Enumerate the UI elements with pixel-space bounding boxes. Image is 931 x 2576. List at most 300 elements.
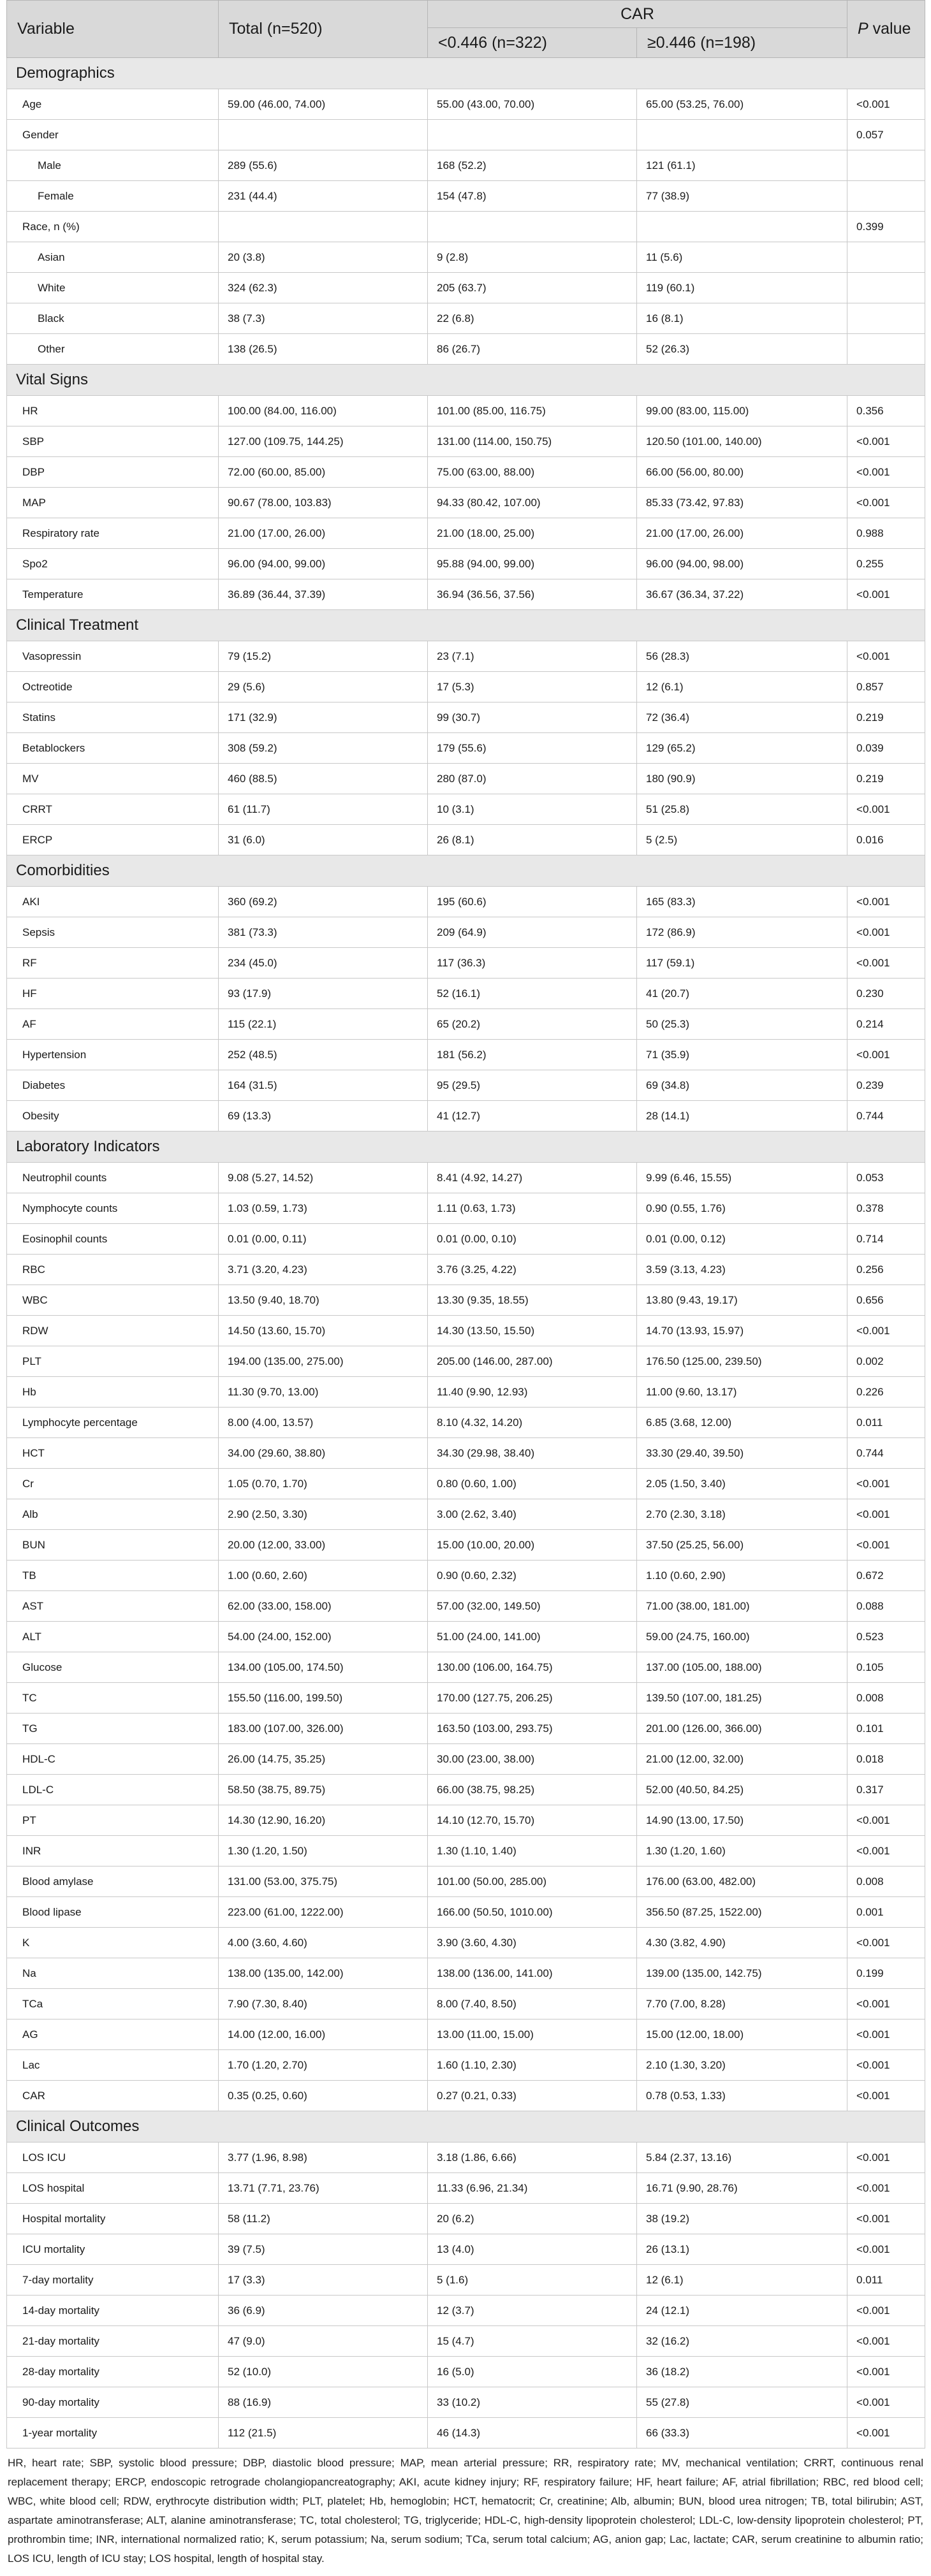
table-row	[7, 1377, 925, 1408]
variable-cell: K	[7, 1928, 219, 1958]
table-row	[7, 457, 925, 488]
car-low-cell: 20 (6.2)	[428, 2204, 637, 2234]
section-title: Clinical Treatment	[7, 610, 925, 641]
car-low-cell: 0.80 (0.60, 1.00)	[428, 1469, 637, 1499]
section-title: Clinical Outcomes	[7, 2111, 925, 2143]
table-row	[7, 1805, 925, 1836]
variable-cell: RF	[7, 948, 219, 979]
total-cell: 138 (26.5)	[219, 334, 428, 365]
table-row	[7, 2173, 925, 2204]
total-cell: 234 (45.0)	[219, 948, 428, 979]
table-row	[7, 2387, 925, 2418]
table-row	[7, 1316, 925, 1346]
variable-cell: Other	[7, 334, 219, 365]
total-cell: 69 (13.3)	[219, 1101, 428, 1132]
car-high-cell: 37.50 (25.25, 56.00)	[637, 1530, 847, 1561]
variable-cell: 1-year mortality	[7, 2418, 219, 2449]
car-low-cell: 3.18 (1.86, 6.66)	[428, 2143, 637, 2173]
car-low-cell: 10 (3.1)	[428, 794, 637, 825]
car-high-cell: 14.90 (13.00, 17.50)	[637, 1805, 847, 1836]
p-value-cell: <0.001	[847, 2204, 925, 2234]
total-cell: 194.00 (135.00, 275.00)	[219, 1346, 428, 1377]
car-high-cell: 72 (36.4)	[637, 702, 847, 733]
p-value-cell: 0.230	[847, 979, 925, 1009]
total-cell: 115 (22.1)	[219, 1009, 428, 1040]
car-high-cell: 14.70 (13.93, 15.97)	[637, 1316, 847, 1346]
table-row	[7, 1714, 925, 1744]
table-row	[7, 1224, 925, 1255]
car-high-cell: 1.30 (1.20, 1.60)	[637, 1836, 847, 1867]
total-cell: 38 (7.3)	[219, 303, 428, 334]
car-low-cell: 3.90 (3.60, 4.30)	[428, 1928, 637, 1958]
total-cell: 0.35 (0.25, 0.60)	[219, 2081, 428, 2111]
table-row	[7, 1285, 925, 1316]
car-high-cell: 13.80 (9.43, 19.17)	[637, 1285, 847, 1316]
p-value-cell: <0.001	[847, 2357, 925, 2387]
variable-cell: AKI	[7, 887, 219, 917]
car-low-cell: 36.94 (36.56, 37.56)	[428, 579, 637, 610]
car-high-cell: 139.00 (135.00, 142.75)	[637, 1958, 847, 1989]
p-value-cell: <0.001	[847, 2173, 925, 2204]
car-high-cell: 85.33 (73.42, 97.83)	[637, 488, 847, 518]
table-row	[7, 2081, 925, 2111]
variable-cell: TB	[7, 1561, 219, 1591]
table-row	[7, 396, 925, 426]
total-cell: 131.00 (53.00, 375.75)	[219, 1867, 428, 1897]
car-low-cell: 209 (64.9)	[428, 917, 637, 948]
p-value-cell: 0.008	[847, 1867, 925, 1897]
variable-cell: Age	[7, 89, 219, 120]
total-cell: 7.90 (7.30, 8.40)	[219, 1989, 428, 2019]
car-low-cell: 30.00 (23.00, 38.00)	[428, 1744, 637, 1775]
total-cell: 134.00 (105.00, 174.50)	[219, 1652, 428, 1683]
variable-cell: SBP	[7, 426, 219, 457]
p-value-cell: 0.672	[847, 1561, 925, 1591]
variable-cell: PT	[7, 1805, 219, 1836]
car-high-cell: 165 (83.3)	[637, 887, 847, 917]
car-high-cell: 59.00 (24.75, 160.00)	[637, 1622, 847, 1652]
variable-cell: 28-day mortality	[7, 2357, 219, 2387]
car-low-cell: 166.00 (50.50, 1010.00)	[428, 1897, 637, 1928]
car-high-cell	[637, 212, 847, 242]
total-cell: 155.50 (116.00, 199.50)	[219, 1683, 428, 1714]
variable-cell: Hb	[7, 1377, 219, 1408]
table-row	[7, 2050, 925, 2081]
total-cell: 47 (9.0)	[219, 2326, 428, 2357]
car-high-cell: 96.00 (94.00, 98.00)	[637, 549, 847, 579]
table-row	[7, 549, 925, 579]
car-high-cell: 117 (59.1)	[637, 948, 847, 979]
car-high-cell: 24 (12.1)	[637, 2296, 847, 2326]
p-value-cell: <0.001	[847, 1928, 925, 1958]
total-cell: 29 (5.6)	[219, 672, 428, 702]
car-low-cell: 154 (47.8)	[428, 181, 637, 212]
car-high-cell	[637, 120, 847, 150]
header-car-high: ≥0.446 (n=198)	[637, 28, 847, 58]
p-value-cell: 0.523	[847, 1622, 925, 1652]
car-high-cell: 0.78 (0.53, 1.33)	[637, 2081, 847, 2111]
table-row	[7, 1469, 925, 1499]
header-p-italic: P	[858, 20, 869, 38]
table-row	[7, 1775, 925, 1805]
p-value-cell: <0.001	[847, 1316, 925, 1346]
p-value-cell: 0.011	[847, 1408, 925, 1438]
table-row	[7, 1101, 925, 1132]
car-high-cell: 69 (34.8)	[637, 1070, 847, 1101]
p-value-cell: <0.001	[847, 2081, 925, 2111]
table-row	[7, 1408, 925, 1438]
table-row	[7, 1683, 925, 1714]
car-low-cell: 13.00 (11.00, 15.00)	[428, 2019, 637, 2050]
variable-cell: MAP	[7, 488, 219, 518]
section-header-row	[7, 855, 925, 887]
p-value-cell: 0.105	[847, 1652, 925, 1683]
total-cell: 2.90 (2.50, 3.30)	[219, 1499, 428, 1530]
table-row	[7, 488, 925, 518]
variable-cell: TC	[7, 1683, 219, 1714]
p-value-cell: 0.214	[847, 1009, 925, 1040]
car-high-cell: 26 (13.1)	[637, 2234, 847, 2265]
car-low-cell: 1.30 (1.10, 1.40)	[428, 1836, 637, 1867]
car-low-cell: 13 (4.0)	[428, 2234, 637, 2265]
p-value-cell: 0.199	[847, 1958, 925, 1989]
total-cell: 72.00 (60.00, 85.00)	[219, 457, 428, 488]
car-high-cell: 3.59 (3.13, 4.23)	[637, 1255, 847, 1285]
car-low-cell: 51.00 (24.00, 141.00)	[428, 1622, 637, 1652]
car-high-cell: 16.71 (9.90, 28.76)	[637, 2173, 847, 2204]
p-value-cell: <0.001	[847, 1040, 925, 1070]
car-low-cell: 131.00 (114.00, 150.75)	[428, 426, 637, 457]
table-row	[7, 579, 925, 610]
table-row	[7, 2234, 925, 2265]
total-cell: 14.00 (12.00, 16.00)	[219, 2019, 428, 2050]
car-low-cell	[428, 212, 637, 242]
car-low-cell: 75.00 (63.00, 88.00)	[428, 457, 637, 488]
car-low-cell: 170.00 (127.75, 206.25)	[428, 1683, 637, 1714]
total-cell: 8.00 (4.00, 13.57)	[219, 1408, 428, 1438]
variable-cell: DBP	[7, 457, 219, 488]
p-value-cell: 0.101	[847, 1714, 925, 1744]
total-cell: 13.50 (9.40, 18.70)	[219, 1285, 428, 1316]
table-row	[7, 1070, 925, 1101]
car-high-cell: 71.00 (38.00, 181.00)	[637, 1591, 847, 1622]
variable-cell: Female	[7, 181, 219, 212]
variable-cell: HDL-C	[7, 1744, 219, 1775]
p-value-cell: <0.001	[847, 457, 925, 488]
car-low-cell: 57.00 (32.00, 149.50)	[428, 1591, 637, 1622]
table-row	[7, 426, 925, 457]
variable-cell: Hypertension	[7, 1040, 219, 1070]
car-high-cell: 119 (60.1)	[637, 273, 847, 303]
table-row	[7, 1958, 925, 1989]
table-header	[7, 1, 925, 58]
car-low-cell: 195 (60.6)	[428, 887, 637, 917]
header-car-low: <0.446 (n=322)	[428, 28, 637, 58]
car-low-cell: 101.00 (50.00, 285.00)	[428, 1867, 637, 1897]
car-low-cell	[428, 120, 637, 150]
table-row	[7, 2357, 925, 2387]
p-value-cell: 0.656	[847, 1285, 925, 1316]
total-cell: 59.00 (46.00, 74.00)	[219, 89, 428, 120]
table-row	[7, 242, 925, 273]
total-cell: 11.30 (9.70, 13.00)	[219, 1377, 428, 1408]
p-value-cell	[847, 303, 925, 334]
table-row	[7, 1744, 925, 1775]
car-high-cell: 99.00 (83.00, 115.00)	[637, 396, 847, 426]
car-low-cell: 46 (14.3)	[428, 2418, 637, 2449]
variable-cell: 7-day mortality	[7, 2265, 219, 2296]
variable-cell: Octreotide	[7, 672, 219, 702]
variable-cell: Lymphocyte percentage	[7, 1408, 219, 1438]
car-high-cell: 52 (26.3)	[637, 334, 847, 365]
total-cell: 96.00 (94.00, 99.00)	[219, 549, 428, 579]
car-low-cell: 101.00 (85.00, 116.75)	[428, 396, 637, 426]
variable-cell: Betablockers	[7, 733, 219, 764]
car-low-cell: 15 (4.7)	[428, 2326, 637, 2357]
table-row	[7, 1867, 925, 1897]
variable-cell: AF	[7, 1009, 219, 1040]
table-row	[7, 518, 925, 549]
variable-cell: Race, n (%)	[7, 212, 219, 242]
car-low-cell: 66.00 (38.75, 98.25)	[428, 1775, 637, 1805]
p-value-cell: <0.001	[847, 426, 925, 457]
car-low-cell: 11.33 (6.96, 21.34)	[428, 2173, 637, 2204]
car-high-cell: 0.90 (0.55, 1.76)	[637, 1193, 847, 1224]
table-row	[7, 1561, 925, 1591]
table-row	[7, 2019, 925, 2050]
car-high-cell: 15.00 (12.00, 18.00)	[637, 2019, 847, 2050]
p-value-cell: <0.001	[847, 2387, 925, 2418]
p-value-cell: <0.001	[847, 1499, 925, 1530]
p-value-cell: <0.001	[847, 488, 925, 518]
table-row	[7, 733, 925, 764]
table-row	[7, 120, 925, 150]
variable-cell: AST	[7, 1591, 219, 1622]
table-row	[7, 273, 925, 303]
car-low-cell: 33 (10.2)	[428, 2387, 637, 2418]
car-low-cell: 26 (8.1)	[428, 825, 637, 855]
variable-cell: ICU mortality	[7, 2234, 219, 2265]
car-low-cell: 181 (56.2)	[428, 1040, 637, 1070]
total-cell: 93 (17.9)	[219, 979, 428, 1009]
car-low-cell: 55.00 (43.00, 70.00)	[428, 89, 637, 120]
table-row	[7, 979, 925, 1009]
total-cell	[219, 212, 428, 242]
variable-cell: CAR	[7, 2081, 219, 2111]
table-row	[7, 1346, 925, 1377]
total-cell: 14.50 (13.60, 15.70)	[219, 1316, 428, 1346]
total-cell: 34.00 (29.60, 38.80)	[219, 1438, 428, 1469]
variable-cell: Vasopressin	[7, 641, 219, 672]
variable-cell: Glucose	[7, 1652, 219, 1683]
p-value-cell: 0.018	[847, 1744, 925, 1775]
car-high-cell: 16 (8.1)	[637, 303, 847, 334]
car-high-cell: 137.00 (105.00, 188.00)	[637, 1652, 847, 1683]
car-low-cell: 15.00 (10.00, 20.00)	[428, 1530, 637, 1561]
car-high-cell: 176.50 (125.00, 239.50)	[637, 1346, 847, 1377]
car-low-cell: 138.00 (136.00, 141.00)	[428, 1958, 637, 1989]
car-high-cell: 172 (86.9)	[637, 917, 847, 948]
variable-cell: TCa	[7, 1989, 219, 2019]
total-cell: 223.00 (61.00, 1222.00)	[219, 1897, 428, 1928]
total-cell: 183.00 (107.00, 326.00)	[219, 1714, 428, 1744]
car-low-cell: 163.50 (103.00, 293.75)	[428, 1714, 637, 1744]
header-p-rest: value	[868, 20, 911, 38]
car-low-cell: 1.60 (1.10, 2.30)	[428, 2050, 637, 2081]
p-value-cell: <0.001	[847, 2234, 925, 2265]
table-row	[7, 641, 925, 672]
total-cell: 308 (59.2)	[219, 733, 428, 764]
car-low-cell: 34.30 (29.98, 38.40)	[428, 1438, 637, 1469]
p-value-cell: 0.744	[847, 1101, 925, 1132]
car-high-cell: 55 (27.8)	[637, 2387, 847, 2418]
table-row	[7, 334, 925, 365]
car-high-cell: 176.00 (63.00, 482.00)	[637, 1867, 847, 1897]
car-high-cell: 2.05 (1.50, 3.40)	[637, 1469, 847, 1499]
p-value-cell: 0.001	[847, 1897, 925, 1928]
car-high-cell: 50 (25.3)	[637, 1009, 847, 1040]
car-high-cell: 66 (33.3)	[637, 2418, 847, 2449]
variable-cell: White	[7, 273, 219, 303]
total-cell: 39 (7.5)	[219, 2234, 428, 2265]
car-low-cell: 14.30 (13.50, 15.50)	[428, 1316, 637, 1346]
total-cell: 90.67 (78.00, 103.83)	[219, 488, 428, 518]
table-row	[7, 2326, 925, 2357]
total-cell: 381 (73.3)	[219, 917, 428, 948]
table-row	[7, 1163, 925, 1193]
variable-cell: TG	[7, 1714, 219, 1744]
car-low-cell: 8.41 (4.92, 14.27)	[428, 1163, 637, 1193]
total-cell: 3.71 (3.20, 4.23)	[219, 1255, 428, 1285]
table-row	[7, 672, 925, 702]
total-cell: 3.77 (1.96, 8.98)	[219, 2143, 428, 2173]
car-high-cell: 6.85 (3.68, 12.00)	[637, 1408, 847, 1438]
table-row	[7, 1622, 925, 1652]
car-high-cell: 36.67 (36.34, 37.22)	[637, 579, 847, 610]
variable-cell: MV	[7, 764, 219, 794]
table-row	[7, 917, 925, 948]
variable-cell: HCT	[7, 1438, 219, 1469]
p-value-cell	[847, 242, 925, 273]
car-high-cell: 52.00 (40.50, 84.25)	[637, 1775, 847, 1805]
total-cell: 58.50 (38.75, 89.75)	[219, 1775, 428, 1805]
variable-cell: 21-day mortality	[7, 2326, 219, 2357]
p-value-cell: 0.317	[847, 1775, 925, 1805]
total-cell: 21.00 (17.00, 26.00)	[219, 518, 428, 549]
p-value-cell	[847, 181, 925, 212]
variable-cell: Obesity	[7, 1101, 219, 1132]
section-header-row	[7, 2111, 925, 2143]
variable-cell: INR	[7, 1836, 219, 1867]
total-cell: 4.00 (3.60, 4.60)	[219, 1928, 428, 1958]
total-cell: 13.71 (7.71, 23.76)	[219, 2173, 428, 2204]
p-value-cell: 0.039	[847, 733, 925, 764]
total-cell: 79 (15.2)	[219, 641, 428, 672]
p-value-cell: 0.399	[847, 212, 925, 242]
p-value-cell: <0.001	[847, 641, 925, 672]
total-cell: 1.30 (1.20, 1.50)	[219, 1836, 428, 1867]
section-title: Comorbidities	[7, 855, 925, 887]
p-value-cell: 0.255	[847, 549, 925, 579]
variable-cell: Cr	[7, 1469, 219, 1499]
total-cell: 0.01 (0.00, 0.11)	[219, 1224, 428, 1255]
variable-cell: Hospital mortality	[7, 2204, 219, 2234]
car-high-cell: 36 (18.2)	[637, 2357, 847, 2387]
p-value-cell: 0.057	[847, 120, 925, 150]
car-high-cell: 201.00 (126.00, 366.00)	[637, 1714, 847, 1744]
car-low-cell: 21.00 (18.00, 25.00)	[428, 518, 637, 549]
total-cell: 17 (3.3)	[219, 2265, 428, 2296]
section-title: Vital Signs	[7, 365, 925, 396]
baseline-characteristics-table-wrapper	[6, 0, 925, 2568]
total-cell: 36.89 (36.44, 37.39)	[219, 579, 428, 610]
variable-cell: Na	[7, 1958, 219, 1989]
table-body	[7, 58, 925, 2449]
p-value-cell: 0.219	[847, 702, 925, 733]
car-high-cell: 356.50 (87.25, 1522.00)	[637, 1897, 847, 1928]
variable-cell: Asian	[7, 242, 219, 273]
car-high-cell: 2.70 (2.30, 3.18)	[637, 1499, 847, 1530]
p-value-cell: 0.011	[847, 2265, 925, 2296]
variable-cell: LDL-C	[7, 1775, 219, 1805]
car-low-cell: 5 (1.6)	[428, 2265, 637, 2296]
p-value-cell: <0.001	[847, 794, 925, 825]
variable-cell: CRRT	[7, 794, 219, 825]
section-header-row	[7, 58, 925, 89]
car-low-cell: 9 (2.8)	[428, 242, 637, 273]
p-value-cell: 0.008	[847, 1683, 925, 1714]
variable-cell: Spo2	[7, 549, 219, 579]
car-low-cell: 1.11 (0.63, 1.73)	[428, 1193, 637, 1224]
car-high-cell: 2.10 (1.30, 3.20)	[637, 2050, 847, 2081]
total-cell: 14.30 (12.90, 16.20)	[219, 1805, 428, 1836]
variable-cell: Nymphocyte counts	[7, 1193, 219, 1224]
total-cell: 1.00 (0.60, 2.60)	[219, 1561, 428, 1591]
total-cell: 20 (3.8)	[219, 242, 428, 273]
car-high-cell: 66.00 (56.00, 80.00)	[637, 457, 847, 488]
table-row	[7, 212, 925, 242]
table-row	[7, 764, 925, 794]
car-low-cell: 99 (30.7)	[428, 702, 637, 733]
total-cell: 26.00 (14.75, 35.25)	[219, 1744, 428, 1775]
variable-cell: 90-day mortality	[7, 2387, 219, 2418]
variable-cell: Temperature	[7, 579, 219, 610]
car-low-cell: 14.10 (12.70, 15.70)	[428, 1805, 637, 1836]
total-cell: 164 (31.5)	[219, 1070, 428, 1101]
car-high-cell: 21.00 (12.00, 32.00)	[637, 1744, 847, 1775]
p-value-cell	[847, 273, 925, 303]
total-cell: 138.00 (135.00, 142.00)	[219, 1958, 428, 1989]
car-high-cell: 77 (38.9)	[637, 181, 847, 212]
p-value-cell: <0.001	[847, 89, 925, 120]
variable-cell: BUN	[7, 1530, 219, 1561]
car-high-cell: 180 (90.9)	[637, 764, 847, 794]
total-cell	[219, 120, 428, 150]
total-cell: 324 (62.3)	[219, 273, 428, 303]
total-cell: 127.00 (109.75, 144.25)	[219, 426, 428, 457]
car-low-cell: 3.76 (3.25, 4.22)	[428, 1255, 637, 1285]
car-low-cell: 86 (26.7)	[428, 334, 637, 365]
total-cell: 62.00 (33.00, 158.00)	[219, 1591, 428, 1622]
table-row	[7, 1499, 925, 1530]
total-cell: 1.70 (1.20, 2.70)	[219, 2050, 428, 2081]
section-header-row	[7, 610, 925, 641]
p-value-cell: 0.744	[847, 1438, 925, 1469]
car-high-cell: 71 (35.9)	[637, 1040, 847, 1070]
car-high-cell: 12 (6.1)	[637, 672, 847, 702]
p-value-cell: <0.001	[847, 917, 925, 948]
car-low-cell: 205.00 (146.00, 287.00)	[428, 1346, 637, 1377]
